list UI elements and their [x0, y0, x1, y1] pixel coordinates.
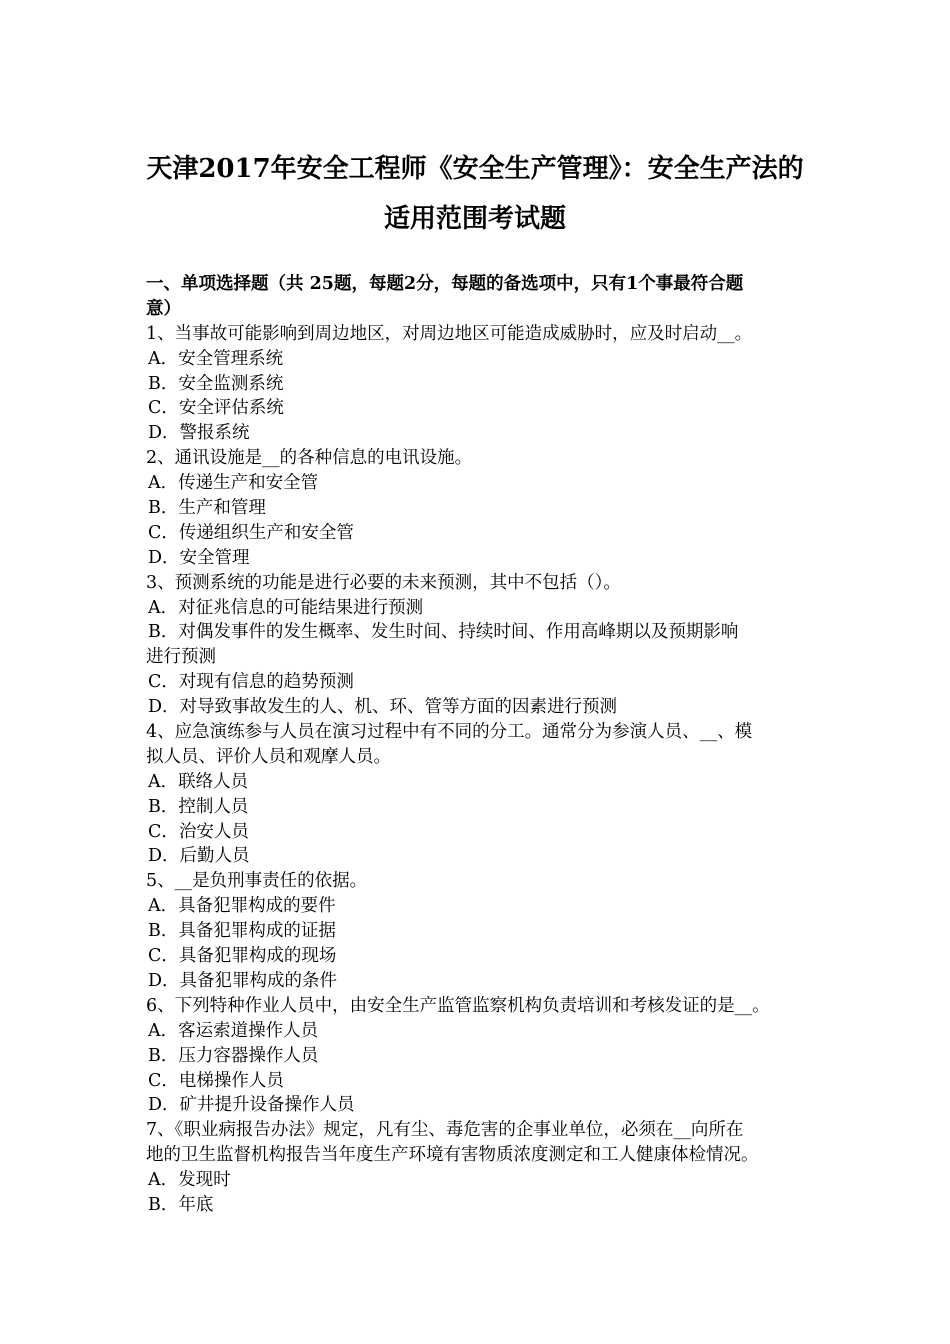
answer-option: D．警报系统 [148, 423, 250, 444]
answer-option: A．客运索道操作人员 [148, 1020, 319, 1041]
answer-option: A．对征兆信息的可能结果进行预测 [148, 597, 424, 618]
question-text: 4、应急演练参与人员在演习过程中有不同的分工。通常分为参演人员、__、模 [146, 722, 753, 743]
question-text: 7、《职业病报告办法》规定，凡有尘、毒危害的企事业单位，必须在__向所在 [146, 1120, 744, 1141]
question-text: 地的卫生监督机构报告当年度生产环境有害物质浓度测定和工人健康体检情况。 [146, 1145, 759, 1166]
answer-option: C．传递组织生产和安全管 [148, 522, 354, 543]
answer-option: C．具备犯罪构成的现场 [148, 946, 337, 967]
answer-option: C．对现有信息的趋势预测 [148, 672, 354, 693]
question-text: 5、__是负刑事责任的依据。 [146, 871, 368, 892]
answer-option: D．对导致事故发生的人、机、环、管等方面的因素进行预测 [148, 697, 618, 718]
answer-option: A．传递生产和安全管 [148, 473, 319, 494]
answer-option: C．治安人员 [148, 821, 249, 842]
answer-option: C．电梯操作人员 [148, 1070, 284, 1091]
answer-option: B．压力容器操作人员 [148, 1045, 319, 1066]
answer-option: D．后勤人员 [148, 846, 250, 867]
question-text: 6、下列特种作业人员中，由安全生产监管监察机构负责培训和考核发证的是__。 [146, 995, 770, 1016]
answer-option: A．发现时 [148, 1170, 231, 1191]
document-body [146, 272, 826, 1218]
answer-option: B．具备犯罪构成的证据 [148, 921, 336, 942]
question-text: 2、通讯设施是__的各种信息的电讯设施。 [146, 448, 473, 469]
answer-option: A．具备犯罪构成的要件 [148, 896, 336, 917]
answer-option: B．对偶发事件的发生概率、发生时间、持续时间、作用高峰期以及预期影响 [148, 622, 739, 643]
answer-option: D．安全管理 [148, 547, 250, 568]
answer-option: B．控制人员 [148, 796, 249, 817]
answer-option: A．联络人员 [148, 771, 249, 792]
answer-option: B．生产和管理 [148, 498, 266, 519]
answer-option: D．具备犯罪构成的条件 [148, 970, 338, 991]
answer-option: B．年底 [148, 1194, 214, 1215]
question-text: 3、预测系统的功能是进行必要的未来预测，其中不包括（）。 [146, 572, 621, 593]
question-text: 拟人员、评价人员和观摩人员。 [146, 746, 391, 767]
document-title-line-1: 天津2017年安全工程师《安全生产管理》：安全生产法的 [146, 154, 804, 184]
question-text: 1、当事故可能影响到周边地区，对周边地区可能造成威胁时，应及时启动__。 [146, 323, 753, 344]
answer-option: D．矿井提升设备操作人员 [148, 1095, 355, 1116]
section-heading-line-2: 意） [146, 298, 181, 319]
answer-option: B．安全监测系统 [148, 373, 284, 394]
answer-option: 进行预测 [146, 647, 216, 668]
document-title-line-2: 适用范围考试题 [383, 204, 566, 234]
answer-option: A．安全管理系统 [148, 348, 284, 369]
answer-option: C．安全评估系统 [148, 398, 284, 419]
section-heading-line-1: 一、单项选择题（共 25题，每题2分，每题的备选项中，只有1个事最符合题 [146, 274, 744, 294]
